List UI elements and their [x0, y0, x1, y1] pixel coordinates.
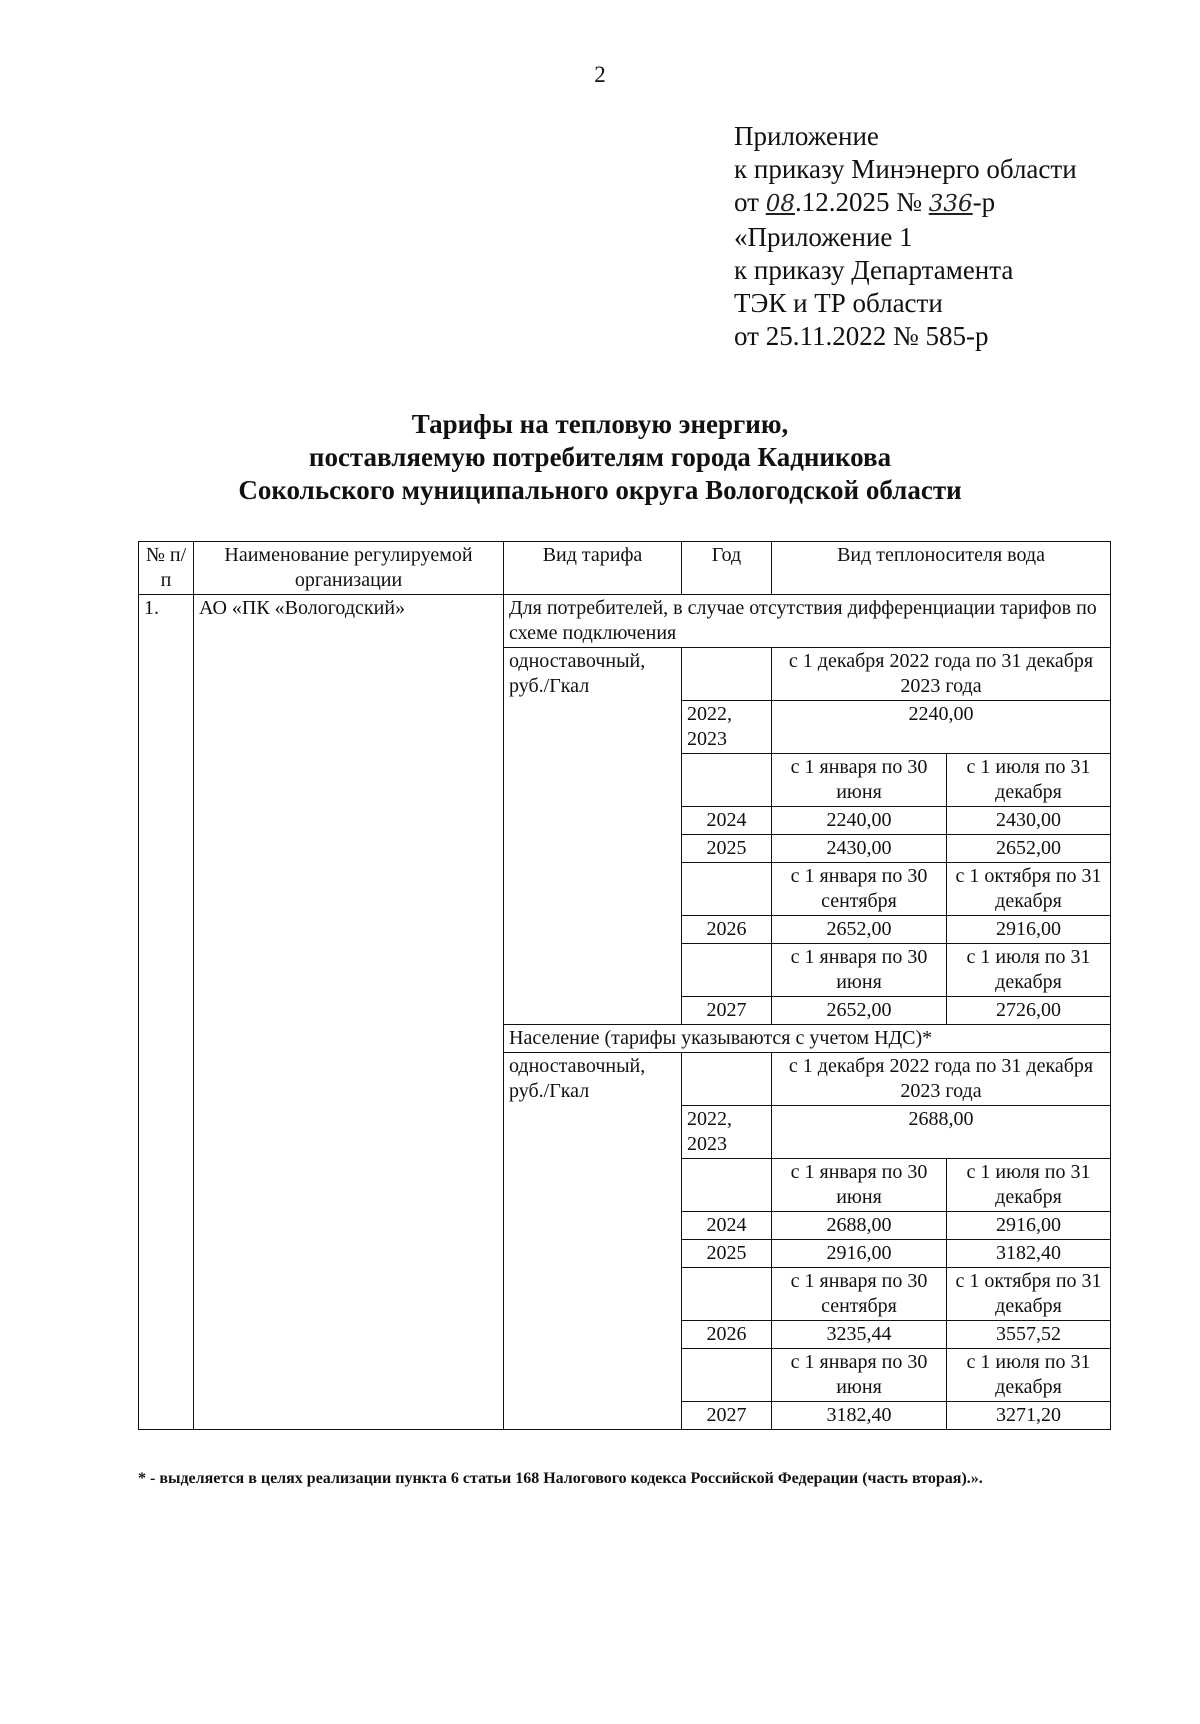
year-cell: 2024	[682, 1212, 772, 1240]
value-cell: 2652,00	[772, 916, 947, 944]
org-name: АО «ПК «Вологодский»	[194, 595, 504, 1430]
appendix-line: от 25.11.2022 № 585-р	[734, 321, 989, 351]
value-cell: 2916,00	[947, 1212, 1111, 1240]
period-cell: с 1 октября по 31 декабря	[947, 1268, 1111, 1321]
footnote: * - выделяется в целях реализации пункта 6 статьи 168 Налогового кодекса Российской Федерации (часть вторая).».	[138, 1470, 983, 1487]
period-cell: с 1 июля по 31 декабря	[947, 1349, 1111, 1402]
period-cell: с 1 января по 30 сентября	[772, 863, 947, 916]
section-heading: Население (тарифы указываются с учетом НДС)*	[504, 1025, 1111, 1053]
value-cell: 2688,00	[772, 1106, 1111, 1159]
value-cell: 2430,00	[772, 835, 947, 863]
value-cell: 2240,00	[772, 807, 947, 835]
order-date-prefix: от	[734, 187, 766, 217]
period-cell: с 1 октября по 31 декабря	[947, 863, 1111, 916]
year-cell: 2026	[682, 916, 772, 944]
appendix-line: «Приложение 1	[734, 222, 913, 252]
period-cell: с 1 июля по 31 декабря	[947, 1159, 1111, 1212]
value-cell: 2240,00	[772, 701, 1111, 754]
handwritten-day: 08	[765, 191, 795, 217]
document-title	[0, 408, 1200, 507]
row-number: 1.	[139, 595, 194, 1430]
header-carrier: Вид теплоносителя вода	[772, 542, 1111, 595]
header-num: № п/п	[139, 542, 194, 595]
year-cell	[682, 1159, 772, 1212]
year-cell	[682, 754, 772, 807]
value-cell: 2652,00	[947, 835, 1111, 863]
title-line: Сокольского муниципального округа Вологодской области	[238, 475, 962, 505]
value-cell: 2916,00	[772, 1240, 947, 1268]
table-row	[139, 595, 1111, 648]
year-cell	[682, 648, 772, 701]
value-cell: 2726,00	[947, 997, 1111, 1025]
title-line: Тарифы на тепловую энергию,	[411, 409, 789, 439]
year-cell: 2024	[682, 807, 772, 835]
year-cell	[682, 1349, 772, 1402]
appendix-line: ТЭК и ТР области	[734, 288, 943, 318]
period-cell: с 1 декабря 2022 года по 31 декабря 2023 года	[772, 648, 1111, 701]
period-cell: с 1 января по 30 сентября	[772, 1268, 947, 1321]
tariff-type: одноставочный, руб./Гкал	[504, 1053, 682, 1430]
table-header-row	[139, 542, 1111, 595]
order-date-middle: .12.2025 №	[794, 187, 929, 217]
header-type: Вид тарифа	[504, 542, 682, 595]
section-heading: Для потребителей, в случае отсутствия дифференциации тарифов по схеме подключения	[504, 595, 1111, 648]
year-cell	[682, 1053, 772, 1106]
appendix-line: Приложение	[734, 121, 879, 151]
year-cell: 2027	[682, 997, 772, 1025]
tariff-type: одноставочный, руб./Гкал	[504, 648, 682, 1025]
year-cell: 2027	[682, 1402, 772, 1430]
period-cell: с 1 января по 30 июня	[772, 1349, 947, 1402]
year-cell: 2022, 2023	[682, 701, 772, 754]
header-year: Год	[682, 542, 772, 595]
page-number: 2	[594, 62, 606, 87]
year-cell: 2022, 2023	[682, 1106, 772, 1159]
value-cell: 2688,00	[772, 1212, 947, 1240]
period-cell: с 1 января по 30 июня	[772, 754, 947, 807]
year-cell: 2025	[682, 1240, 772, 1268]
year-cell: 2026	[682, 1321, 772, 1349]
value-cell: 2916,00	[947, 916, 1111, 944]
year-cell	[682, 1268, 772, 1321]
value-cell: 3271,20	[947, 1402, 1111, 1430]
appendix-order-date	[734, 186, 1174, 221]
year-cell	[682, 863, 772, 916]
appendix-block	[734, 120, 1174, 353]
period-cell: с 1 июля по 31 декабря	[947, 944, 1111, 997]
order-number-suffix: -р	[972, 187, 996, 217]
appendix-line: к приказу Минэнерго области	[734, 154, 1077, 184]
tariff-table	[138, 541, 1111, 1430]
value-cell: 2652,00	[772, 997, 947, 1025]
title-line: поставляемую потребителям города Кадникова	[308, 442, 892, 472]
value-cell: 3235,44	[772, 1321, 947, 1349]
value-cell: 2430,00	[947, 807, 1111, 835]
period-cell: с 1 декабря 2022 года по 31 декабря 2023 года	[772, 1053, 1111, 1106]
value-cell: 3182,40	[772, 1402, 947, 1430]
period-cell: с 1 января по 30 июня	[772, 1159, 947, 1212]
appendix-line: к приказу Департамента	[734, 255, 1014, 285]
year-cell: 2025	[682, 835, 772, 863]
value-cell: 3182,40	[947, 1240, 1111, 1268]
period-cell: с 1 января по 30 июня	[772, 944, 947, 997]
period-cell: с 1 июля по 31 декабря	[947, 754, 1111, 807]
handwritten-number: 336	[928, 191, 973, 217]
year-cell	[682, 944, 772, 997]
header-org: Наименование регулируемой организации	[194, 542, 504, 595]
value-cell: 3557,52	[947, 1321, 1111, 1349]
